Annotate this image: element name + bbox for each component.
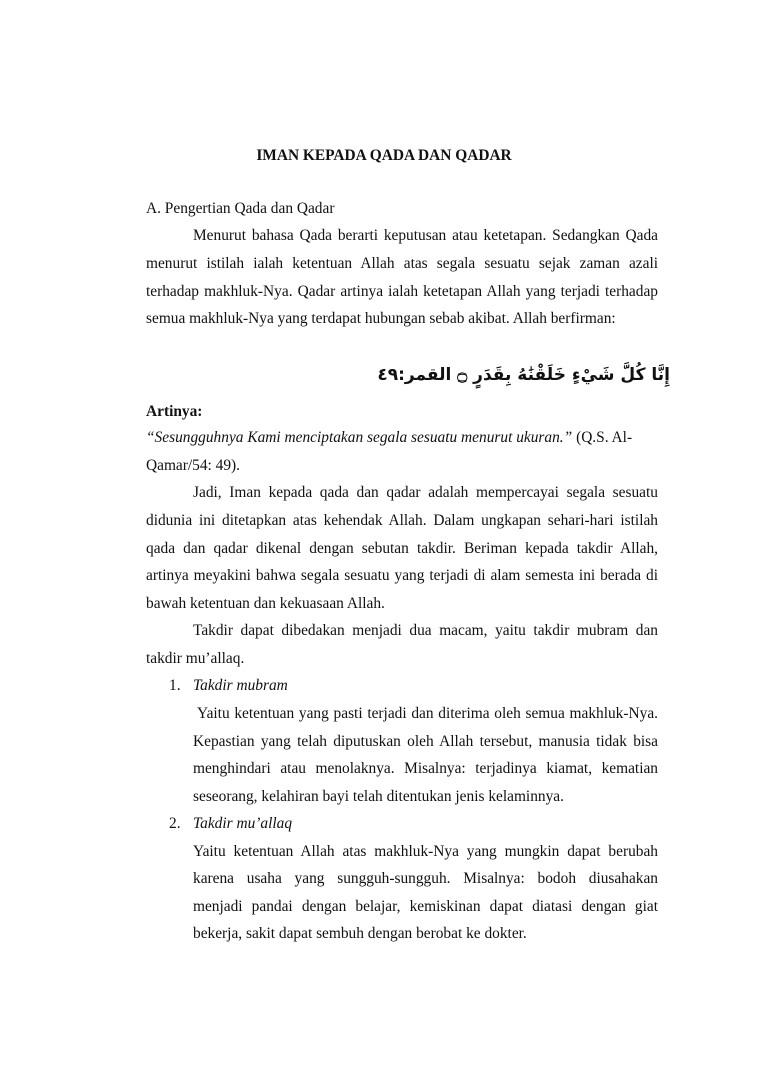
list-item-line: karena usaha yang sungguh-sungguh. Misalnya: bodoh diusahakan [193,870,658,887]
paragraph-line: Menurut bahasa Qada berarti keputusan atau ketetapan. Sedangkan Qada [193,227,658,244]
list-item-line: Kepastian yang telah diputuskan oleh Allah tersebut, manusia tidak bisa [193,733,658,750]
list-item-line: menghindari atau menolaknya. Misalnya: terjadinya kiamat, kematian [193,760,658,777]
paragraph-line: bawah ketentuan dan kekuasaan Allah. [146,595,385,612]
list-item-line: Yaitu ketentuan Allah atas makhluk-Nya yang mungkin dapat berubah [193,843,658,860]
section-heading: A. Pengertian Qada dan Qadar [146,200,335,217]
list-number: 2. [169,815,181,832]
list-item-line: menjadi pandai dengan belajar, kemiskinan dapat diatasi dengan giat [193,898,658,915]
paragraph-line: Jadi, Iman kepada qada dan qadar adalah mempercayai segala sesuatu [193,484,658,501]
paragraph-line: terhadap makhluk-Nya. Qadar artinya ialah ketetapan Allah yang terjadi terhadap [146,283,658,300]
artinya-label: Artinya: [146,403,203,420]
translation-reference: (Q.S. Al- [572,429,633,446]
paragraph-line: qada dan qadar dikenal dengan sebutan takdir. Beriman kepada takdir Allah, [146,540,658,557]
paragraph-line: didunia ini ditetapkan atas kehendak Allah. Dalam ungkapan sehari-hari istilah [146,512,658,529]
list-item-title: Takdir mu’allaq [193,815,293,832]
translation-reference-cont: Qamar/54: 49). [146,457,241,474]
list-number: 1. [169,677,181,694]
arabic-verse: إِنَّا كُلَّ شَيْءٍ خَلَقْنَٰهُ بِقَدَرٍ ۝ القمر:٤٩ [377,365,670,385]
paragraph-line: Takdir dapat dibedakan menjadi dua macam, yaitu takdir mubram dan [193,622,658,639]
paragraph-line: artinya meyakini bahwa segala sesuatu yang terjadi di alam semesta ini berada di [146,567,658,584]
paragraph-line: menurut istilah ialah ketentuan Allah atas segala sesuatu sejak zaman azali [146,255,658,272]
paragraph-line: semua makhluk-Nya yang terdapat hubungan sebab akibat. Allah berfirman: [146,310,616,327]
list-item-title: Takdir mubram [193,677,288,694]
list-item-line: seseorang, kelahiran bayi telah ditentukan jenis kelaminnya. [193,788,564,805]
page-title: IMAN KEPADA QADA DAN QADAR [256,147,512,164]
list-item-line: bekerja, sakit dapat sembuh dengan berobat ke dokter. [193,925,527,942]
translation-text: “Sesungguhnya Kami menciptakan segala sesuatu menurut ukuran.” [146,429,573,446]
paragraph-line: takdir mu’allaq. [146,650,245,667]
list-item-line: Yaitu ketentuan yang pasti terjadi dan diterima oleh semua makhluk-Nya. [197,705,658,722]
translation-line [146,428,632,448]
